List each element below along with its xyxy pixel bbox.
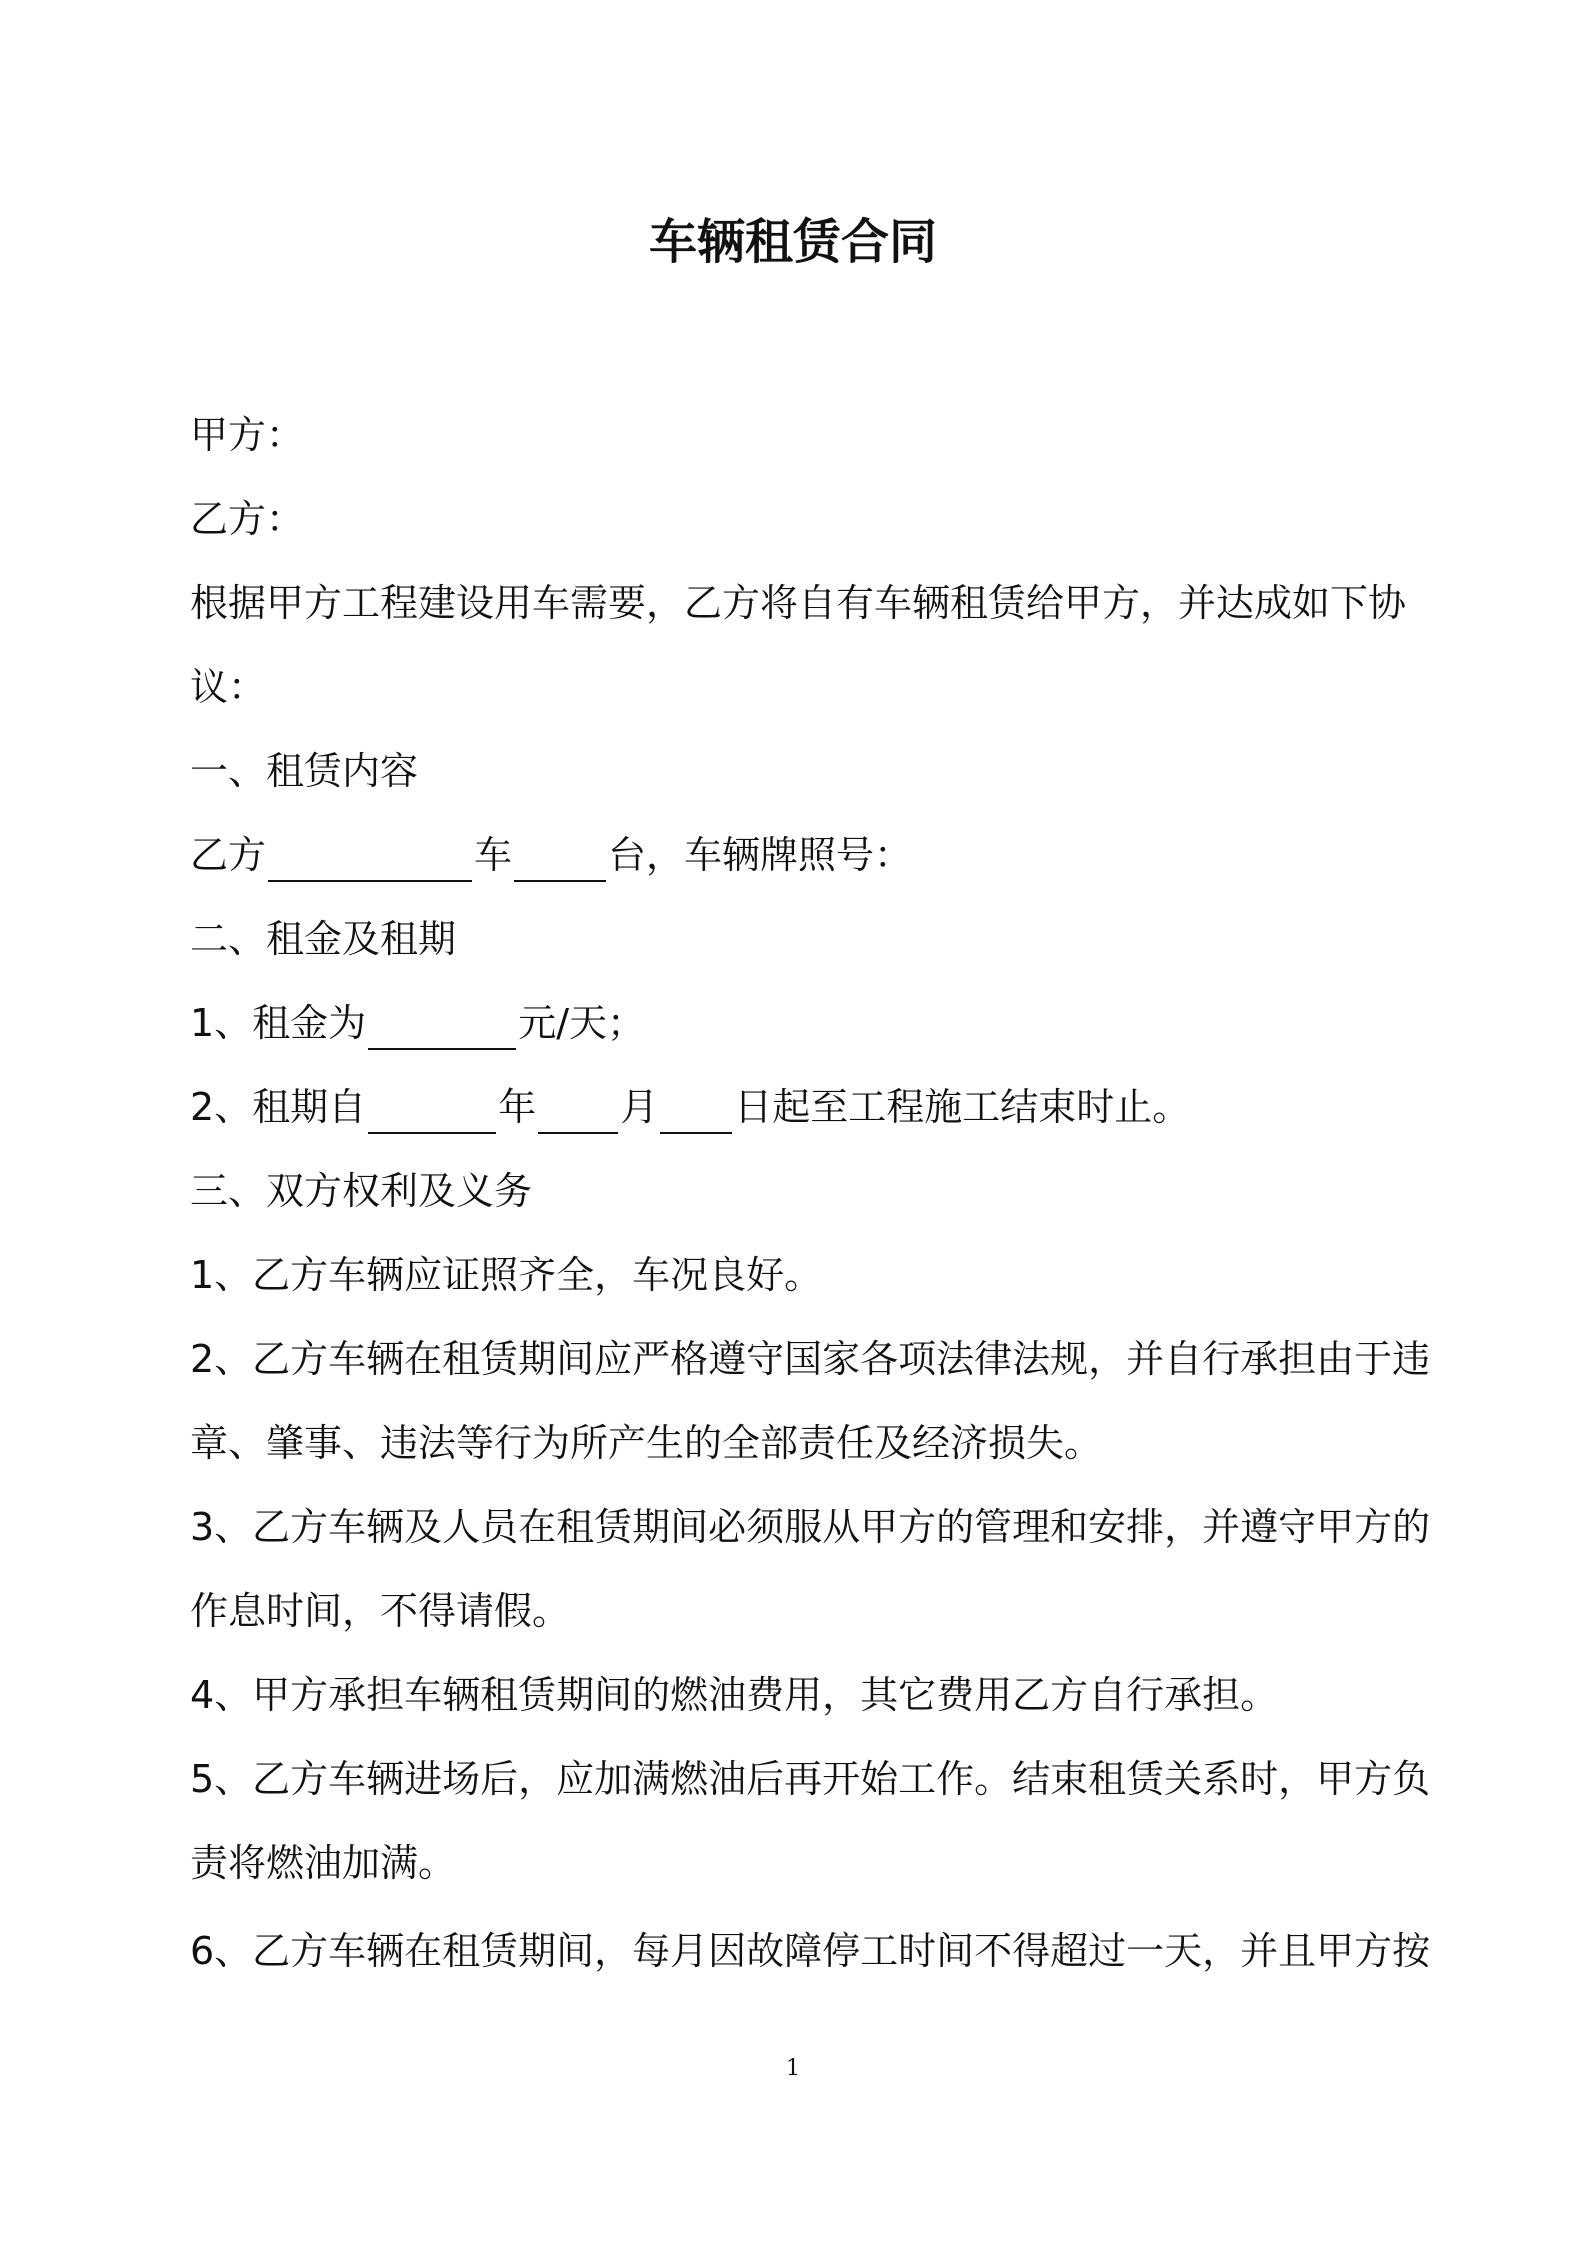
item-3-line-2: 作息时间，不得请假。 <box>190 1589 571 1633</box>
party-b-line: 乙方： <box>190 497 305 541</box>
intro-line-1: 根据甲方工程建设用车需要，乙方将自有车辆租赁给甲方，并达成如下协 <box>190 581 1407 625</box>
item-6-line-1: 6、乙方车辆在租赁期间，每月因故障停工时间不得超过一天，并且甲方按 <box>190 1929 1431 1973</box>
term-seg-1: 2、租期自 <box>190 1085 367 1129</box>
section-2-heading: 二、租金及租期 <box>190 917 457 961</box>
item-1: 1、乙方车辆应证照齐全，车况良好。 <box>190 1253 823 1297</box>
item-5-line-2: 责将燃油加满。 <box>190 1841 457 1885</box>
item-2-line-1: 2、乙方车辆在租赁期间应严格遵守国家各项法律法规，并自行承担由于违 <box>190 1337 1431 1381</box>
party-a-line: 甲方： <box>190 413 305 457</box>
lease-content-line <box>190 828 1410 882</box>
term-year-blank <box>368 1090 496 1134</box>
rent-amount-blank <box>368 1006 516 1050</box>
section-1-heading: 一、租赁内容 <box>190 749 419 793</box>
term-seg-2: 年 <box>498 1085 537 1129</box>
item-5-line-1: 5、乙方车辆进场后，应加满燃油后再开始工作。结束租赁关系时，甲方负 <box>190 1757 1431 1801</box>
lease-seg-2: 车 <box>474 833 513 877</box>
document-title: 车辆租赁合同 <box>648 214 937 270</box>
term-seg-4: 日起至工程施工结束时止。 <box>734 1085 1191 1129</box>
item-4: 4、甲方承担车辆租赁期间的燃油费用，其它费用乙方自行承担。 <box>190 1673 1279 1717</box>
term-seg-3: 月 <box>620 1085 659 1129</box>
rent-seg-1: 1、租金为 <box>190 1001 367 1045</box>
item-2-line-2: 章、肇事、违法等行为所产生的全部责任及经济损失。 <box>190 1421 1103 1465</box>
lease-seg-1: 乙方 <box>190 833 267 877</box>
intro-line-2: 议： <box>190 665 267 709</box>
lease-seg-3: 台，车辆牌照号： <box>608 833 913 877</box>
term-line <box>190 1080 1410 1134</box>
vehicle-type-blank <box>268 838 472 882</box>
rent-seg-2: 元/天； <box>518 1001 645 1045</box>
term-day-blank <box>660 1090 732 1134</box>
vehicle-count-blank <box>514 838 606 882</box>
rent-line <box>190 996 1410 1050</box>
page-number: 1 <box>786 2056 800 2081</box>
term-month-blank <box>538 1090 618 1134</box>
section-3-heading: 三、双方权利及义务 <box>190 1169 533 1213</box>
item-3-line-1: 3、乙方车辆及人员在租赁期间必须服从甲方的管理和安排，并遵守甲方的 <box>190 1505 1431 1549</box>
